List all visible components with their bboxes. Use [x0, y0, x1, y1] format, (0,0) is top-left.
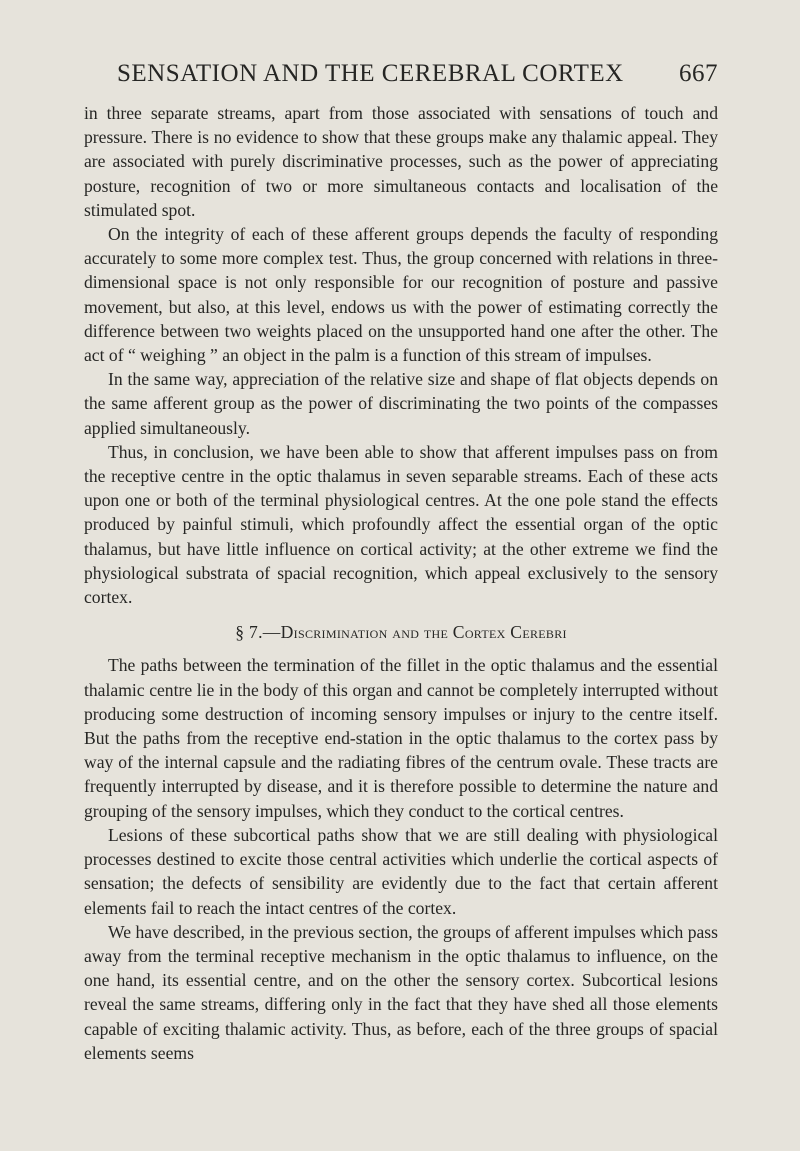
paragraph: We have described, in the previous section, the groups of afferent impulses which pass away from the terminal receptive mechanism in the optic thalamus to influence, on the one hand, its essential centre, and on the other the sensory cortex. Subcortical lesions reveal the same streams, differing only in the fact that they have shed all those elements capable of exciting thalamic activity. Thus, as before, each of the three groups of spacial elements seems — [84, 921, 718, 1063]
paragraph: Thus, in conclusion, we have been able to show that afferent impulses pass on from the receptive centre in the optic thalamus in seven separable streams. Each of these acts upon one or both of the terminal physiological centres. At the one pole stand the effects produced by painful stimuli, which profoundly affect the essential organ of the optic thalamus, but have little influence on cortical activity; at the other extreme we find the physiological substrata of spacial recognition, which appeal exclusively to the sensory cortex. — [84, 441, 718, 608]
page-number: 667 — [679, 60, 718, 87]
paragraph: in three separate streams, apart from those associated with sensations of touch and pressure. There is no evidence to show that these groups make any thalamic appeal. They are associated with purely discriminative processes, such as the power of appreciating posture, recognition of two or more simultaneous contacts and localisation of the stimulated spot. — [84, 103, 718, 220]
paragraph: In the same way, appreciation of the relative size and shape of flat objects depends on the same afferent group as the power of discriminating the two points of the compasses applied simultaneously. — [84, 369, 718, 438]
running-title: SENSATION AND THE CEREBRAL CORTEX — [117, 60, 624, 87]
paragraph: On the integrity of each of these afferent groups depends the faculty of responding accurately to some more complex test. Thus, the group concerned with relations in three-dimensional space is not only responsible for our recognition of posture and passive movement, but also, at this level, endows us with the power of estimating correctly the difference between two weights placed on the unsupported hand one after the other. The act of “ weighing ” an object in the palm is a function of this stream of impulses. — [84, 224, 718, 366]
running-header — [117, 60, 718, 88]
paragraph: Lesions of these subcortical paths show that we are still dealing with physiological processes destined to excite those central activities which underlie the cortical aspects of sensation; the defects of sensibility are evidently due to the fact that certain afferent elements fail to reach the intact centres of the cortex. — [84, 824, 718, 918]
section-heading: § 7.—Discrimination and the Cortex Cerebri — [235, 622, 567, 643]
paragraph: The paths between the termination of the fillet in the optic thalamus and the essential thalamic centre lie in the body of this organ and cannot be completely interrupted without producing some destruction of incoming sensory impulses or injury to the centre itself. But the paths from the receptive end-station in the optic thalamus to the cortex pass by way of the internal capsule and the radiating fibres of the centrum ovale. These tracts are frequently interrupted by disease, and it is therefore possible to determine the nature and grouping of the sensory impulses, which they conduct to the cortical centres. — [84, 655, 718, 821]
body-text — [84, 101, 718, 1065]
